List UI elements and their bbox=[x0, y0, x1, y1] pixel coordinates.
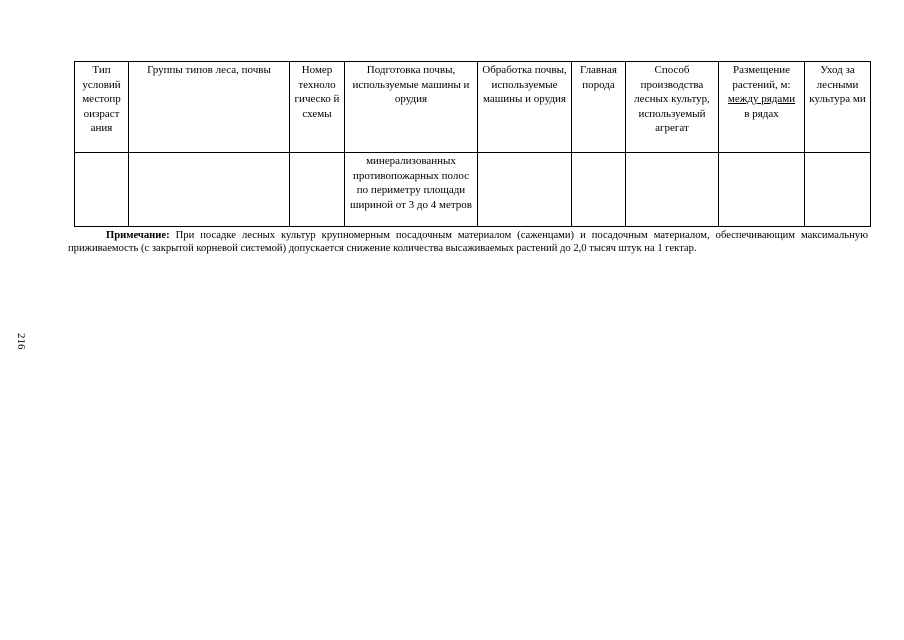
table-cell bbox=[290, 153, 345, 227]
table-cell bbox=[719, 153, 805, 227]
table-cell bbox=[805, 153, 871, 227]
table-cell bbox=[626, 153, 719, 227]
page-number: 216 bbox=[15, 333, 27, 350]
table-cell bbox=[75, 153, 129, 227]
table-cell: минерализованных противопожарных полос по периметру площади шириной от 3 до 4 метров bbox=[345, 153, 478, 227]
forest-culture-table bbox=[74, 61, 871, 227]
table-cell bbox=[572, 153, 626, 227]
placement-label: Размещение растений, м: bbox=[732, 64, 791, 91]
placement-between-rows: между рядами bbox=[727, 93, 796, 106]
col-header-soil-treatment: Обработка почвы, используемые машины и орудия bbox=[478, 62, 572, 153]
table-note bbox=[68, 229, 868, 256]
placement-in-rows: в рядах bbox=[744, 107, 779, 120]
note-text: При посадке лесных культур крупномерным посадочным материалом (саженцами) и посадочным материалом, обеспечивающим максимальную приживаемость (с закрытой корневой системой) допускается снижение количества высаживаемых растений до 2,0 тысяч штук на 1 гектар. bbox=[68, 230, 868, 255]
table-cell bbox=[129, 153, 290, 227]
col-header-plant-placement bbox=[719, 62, 805, 153]
table-cell bbox=[478, 153, 572, 227]
col-header-soil-preparation: Подготовка почвы, используемые машины и орудия bbox=[345, 62, 478, 153]
col-header-scheme-number: Номер техноло гическо й схемы bbox=[290, 62, 345, 153]
note-label: Примечание: bbox=[106, 230, 170, 241]
table-row bbox=[75, 153, 871, 227]
col-header-care: Уход за лесными культура ми bbox=[805, 62, 871, 153]
table-header-row bbox=[75, 62, 871, 153]
col-header-main-species: Главная порода bbox=[572, 62, 626, 153]
col-header-forest-types: Группы типов леса, почвы bbox=[129, 62, 290, 153]
col-header-conditions-type: Тип условий местопр оизраст ания bbox=[75, 62, 129, 153]
col-header-production-method: Способ производства лесных культур, используемый агрегат bbox=[626, 62, 719, 153]
